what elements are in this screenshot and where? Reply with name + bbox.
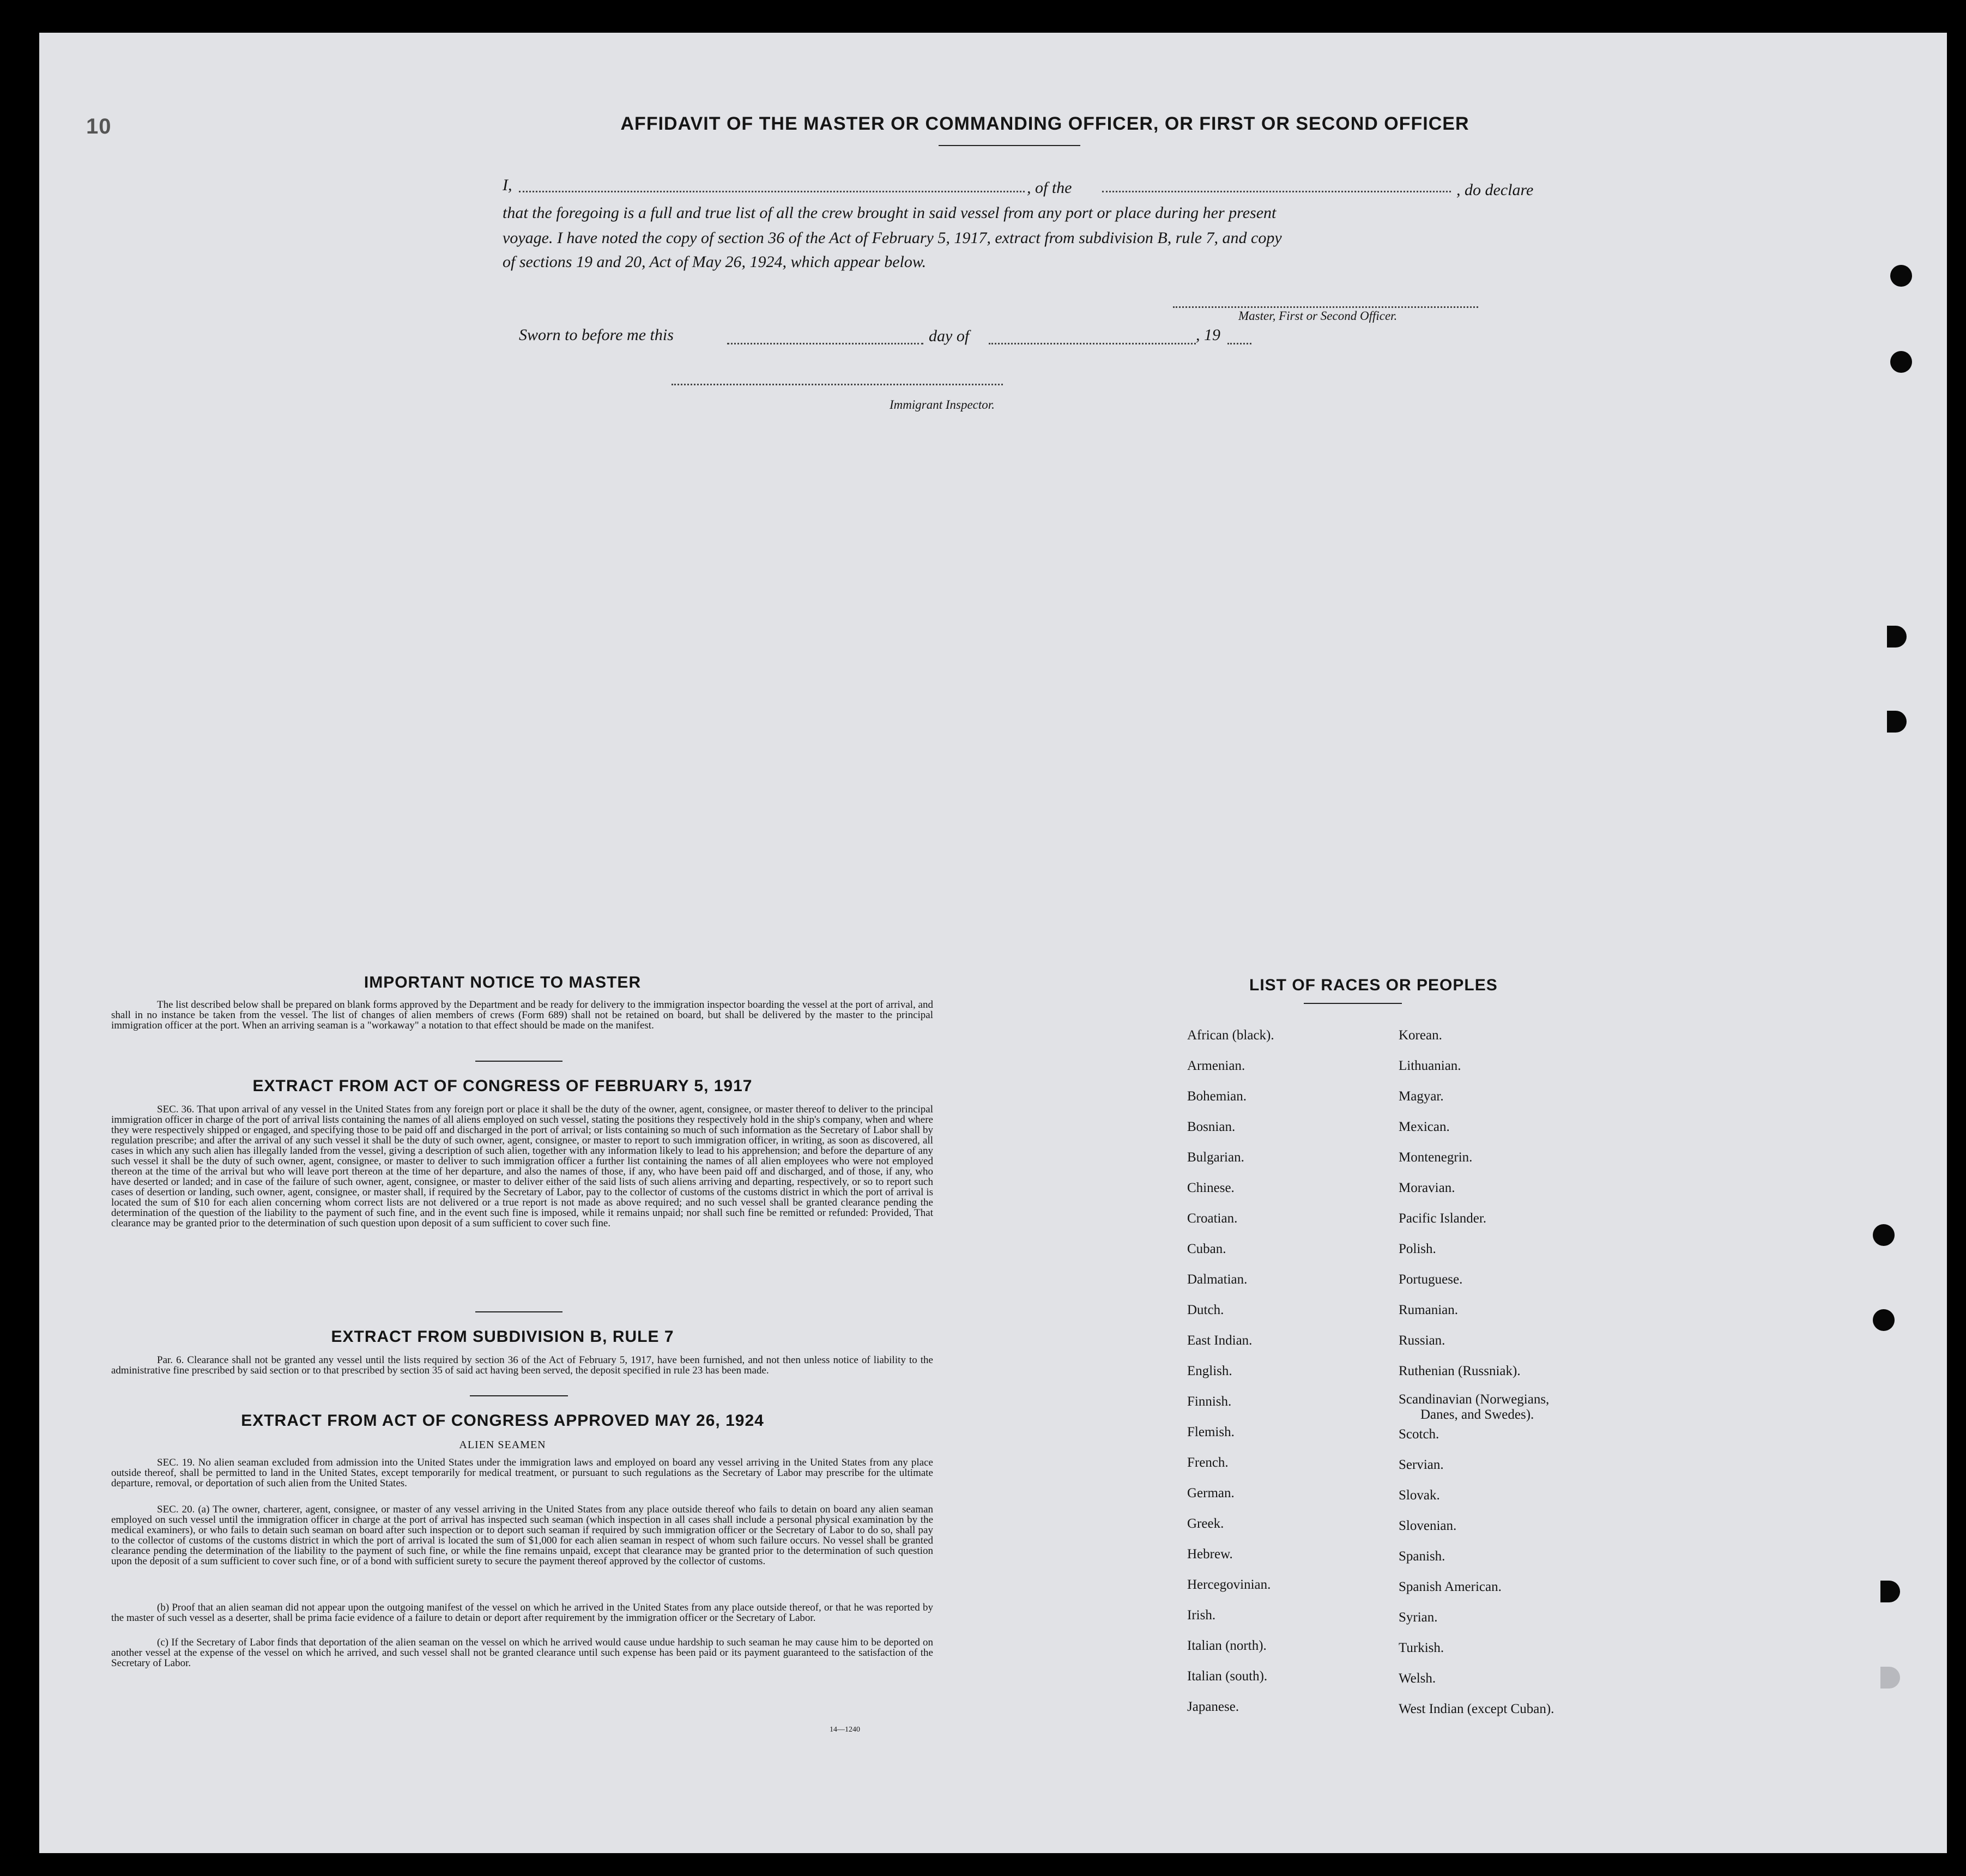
race-item: Bosnian. bbox=[1187, 1119, 1236, 1134]
extract-rule7-title: EXTRACT FROM SUBDIVISION B, RULE 7 bbox=[331, 1328, 674, 1346]
race-item: Magyar. bbox=[1399, 1089, 1444, 1104]
title-divider bbox=[939, 145, 1080, 146]
punch-hole bbox=[1873, 1309, 1895, 1331]
race-item: Moravian. bbox=[1399, 1181, 1455, 1195]
race-item: Scandinavian (Norwegians, bbox=[1399, 1392, 1550, 1407]
race-item: Ruthenian (Russniak). bbox=[1399, 1364, 1521, 1378]
sworn-month-field[interactable] bbox=[989, 343, 1196, 344]
sworn-text: Sworn to before me this bbox=[519, 326, 674, 344]
race-item: Finnish. bbox=[1187, 1394, 1232, 1409]
inspector-signature-field[interactable] bbox=[672, 384, 1003, 385]
race-item: Hebrew. bbox=[1187, 1547, 1233, 1562]
form-number: 14—1240 bbox=[830, 1726, 860, 1734]
affidavit-title: AFFIDAVIT OF THE MASTER OR COMMANDING OFFICER, OR FIRST OR SECOND OFFICER bbox=[620, 113, 1469, 134]
race-item: Welsh. bbox=[1399, 1671, 1436, 1686]
race-item: Dutch. bbox=[1187, 1303, 1224, 1317]
extract-1924-sec19: SEC. 19. No alien seaman excluded from admission into the United States under the immigration laws and employed on board any vessel arriving in the United States from any place outside thereof, shall be permitted to land in the United States, except temporarily for medical treatment, or pursuant to such regulations as the Secretary of Labor may prescribe for the ultimate departure, removal, or deportation of such alien from the United States. bbox=[111, 1457, 933, 1489]
extract-1924-sec20c: (c) If the Secretary of Labor finds that deportation of the alien seaman on the vessel on which he arrived would cause undue hardship to such seaman he may cause him to be deported on another vessel at the expense of the vessel on which he arrived, and such vessel shall not be granted clearance until such expense has been paid or its payment guaranteed to the satisfaction of the Secretary of Labor. bbox=[111, 1637, 933, 1669]
master-name-field[interactable] bbox=[519, 191, 1025, 192]
affidavit-declare: , do declare bbox=[1456, 181, 1534, 199]
race-item: Russian. bbox=[1399, 1333, 1445, 1348]
race-item: East Indian. bbox=[1187, 1333, 1253, 1348]
race-item: Italian (north). bbox=[1187, 1638, 1267, 1653]
extract-1917-body: SEC. 36. That upon arrival of any vessel in the United States from any foreign port or place it shall be the duty of the owner, agent, consignee, or master thereof to deliver to the principal immigration officer in charge of the port of arrival lists containing the names of all aliens employed on such vessel, stating the positions they respectively hold in the ship's company, when and where they were respectively shipped or engaged, and specifying those to be paid off and discharged in the port of arrival; or lists containing so much of such information as the Secretary of Labor shall by regulation prescribe; and after the arrival of any such vessel it shall be the duty of such owner, agent, consignee, or master to report to such immigration officer, in writing, as soon as discovered, all cases in which any such alien has illegally landed from the vessel, giving a description of such alien, together with any information likely to lead to his apprehension; and before the departure of any such vessel it shall be the duty of such owner, agent, consignee, or master to deliver to such immigration officer a further list containing the names of all alien employees who were not employed thereon at the time of the arrival but who will leave port thereon at the time of her departure, and also the names of those, if any, who have been paid off and discharged, and of those, if any, who have deserted or landed; and in case of the failure of such owner, agent, consignee, or master to deliver either of the said lists of such aliens arriving and departing, respectively, or so to report such cases of desertion or landing, such owner, agent, consignee, or master shall, if required by the Secretary of Labor, pay to the collector of customs of the customs district in which the port of arrival is located the sum of $10 for each alien concerning whom correct lists are not delivered or a true report is not made as above required; and no such vessel shall be granted clearance pending the determination of the question of the liability to the payment of such fine, and in the event such fine is imposed, while it remains unpaid; nor shall such fine be remitted or refunded: Provided, That clearance may be granted prior to the determination of such question upon deposit of a sum sufficient to cover such fine. bbox=[111, 1104, 933, 1229]
race-item: Hercegovinian. bbox=[1187, 1577, 1271, 1592]
race-item: Greek. bbox=[1187, 1516, 1224, 1531]
race-item: Scotch. bbox=[1399, 1427, 1439, 1442]
divider-1 bbox=[475, 1061, 562, 1062]
race-item: Montenegrin. bbox=[1399, 1150, 1473, 1165]
divider-3 bbox=[470, 1395, 568, 1396]
race-item: Italian (south). bbox=[1187, 1669, 1268, 1684]
race-item: French. bbox=[1187, 1455, 1229, 1470]
sworn-day-field[interactable] bbox=[727, 343, 923, 344]
race-item: English. bbox=[1187, 1364, 1232, 1378]
races-divider bbox=[1304, 1003, 1402, 1004]
race-item: Spanish American. bbox=[1399, 1580, 1502, 1594]
punch-hole bbox=[1890, 351, 1912, 373]
race-item: West Indian (except Cuban). bbox=[1399, 1702, 1554, 1716]
punch-hole bbox=[1890, 265, 1912, 287]
race-item: Flemish. bbox=[1187, 1425, 1235, 1439]
extract-1924-sec20b: (b) Proof that an alien seaman did not appear upon the outgoing manifest of the vessel on which he arrived in the United States from any place outside thereof, or that he was reported by the master of such vessel as a deserter, shall be prima facie evidence of a failure to detain or deport after requirement by the immigration officer or the Secretary of Labor. bbox=[111, 1602, 933, 1624]
race-item: German. bbox=[1187, 1486, 1235, 1500]
race-item: Croatian. bbox=[1187, 1211, 1238, 1226]
race-item: Japanese. bbox=[1187, 1699, 1239, 1714]
race-item: Portuguese. bbox=[1399, 1272, 1463, 1287]
races-title: LIST OF RACES OR PEOPLES bbox=[1249, 976, 1498, 994]
year-prefix: , 19 bbox=[1196, 326, 1220, 344]
form-sheet bbox=[39, 33, 1947, 1853]
page-number-mark: 10 bbox=[86, 114, 112, 138]
race-item: Chinese. bbox=[1187, 1181, 1235, 1195]
master-signature-field[interactable] bbox=[1173, 306, 1478, 308]
race-item: Rumanian. bbox=[1399, 1303, 1459, 1317]
race-item: Cuban. bbox=[1187, 1242, 1226, 1256]
extract-rule7-body: Par. 6. Clearance shall not be granted any vessel until the lists required by section 36 of the Act of February 5, 1917, have been furnished, and not then unless notice of liability to the administrative fine prescribed by said section or to that prescribed by section 35 of said act having been served, the deposit specified in rule 23 has been made. bbox=[111, 1354, 933, 1376]
inspector-label: Immigrant Inspector. bbox=[890, 398, 995, 411]
sworn-year-field[interactable] bbox=[1227, 343, 1251, 344]
master-signature-label: Master, First or Second Officer. bbox=[1238, 309, 1398, 323]
race-item: Pacific Islander. bbox=[1399, 1211, 1487, 1226]
notice-body: The list described below shall be prepared on blank forms approved by the Department and be ready for delivery to the immigration inspector boarding the vessel at the port of arrival, and shall in no instance be taken from the vessel. The list of changes of alien members of crews (Form 689) shall not be retained on board, but shall be delivered by the master to the principal immigration officer at the port. When an arriving seaman is a "workaway" a notation to that effect should be made on the manifest. bbox=[111, 999, 933, 1031]
race-item: Lithuanian. bbox=[1399, 1058, 1461, 1073]
day-of-text: day of bbox=[929, 327, 970, 345]
notice-title: IMPORTANT NOTICE TO MASTER bbox=[364, 973, 642, 991]
race-item: Armenian. bbox=[1187, 1058, 1245, 1073]
race-item: African (black). bbox=[1187, 1028, 1274, 1043]
punch-hole bbox=[1873, 1224, 1895, 1246]
race-item: Spanish. bbox=[1399, 1549, 1445, 1564]
extract-1924-title: EXTRACT FROM ACT OF CONGRESS APPROVED MAY 26, 1924 bbox=[241, 1412, 764, 1430]
race-item: Polish. bbox=[1399, 1242, 1436, 1256]
extract-1924-subtitle: ALIEN SEAMEN bbox=[459, 1439, 546, 1451]
race-item: Bohemian. bbox=[1187, 1089, 1247, 1104]
affidavit-line-3: voyage. I have noted the copy of section 36 of the Act of February 5, 1917, extract from subdivision B, rule 7, and copy bbox=[503, 229, 1282, 247]
race-item: Irish. bbox=[1187, 1608, 1216, 1623]
race-item: Slovak. bbox=[1399, 1488, 1440, 1503]
divider-2 bbox=[475, 1311, 562, 1312]
affidavit-line-4: of sections 19 and 20, Act of May 26, 1924, which appear below. bbox=[503, 253, 927, 271]
affidavit-i: I, bbox=[503, 176, 512, 194]
race-item-continuation: Danes, and Swedes). bbox=[1420, 1407, 1534, 1422]
extract-1924-sec20a: SEC. 20. (a) The owner, charterer, agent, consignee, or master of any vessel arriving in the United States from any place outside thereof who fails to detain on board any alien seaman employed on such vessel until the immigration officer in charge at the port of arrival has inspected such seaman (which inspection in all cases shall include a personal physical examination by the medical examiners), or who fails to detain such seaman on board after such inspection or to deport such seaman if required by such immigration officer or the Secretary of Labor to do so, shall pay to the collector of customs of the customs district in which the port of arrival is located the sum of $1,000 for each alien seaman in respect of whom such failure occurs. No vessel shall be granted clearance pending the determination of the liability to the payment of such fine, or while the fine remains unpaid, except that clearance may be granted prior to the determination of such question upon the deposit of a sum sufficient to cover such fine, or of a bond with sufficient surety to secure the payment thereof approved by the collector of customs. bbox=[111, 1504, 933, 1567]
race-item: Servian. bbox=[1399, 1457, 1444, 1472]
vessel-name-field[interactable] bbox=[1102, 191, 1451, 192]
race-item: Bulgarian. bbox=[1187, 1150, 1244, 1165]
race-item: Korean. bbox=[1399, 1028, 1442, 1043]
affidavit-of-the: , of the bbox=[1027, 179, 1072, 197]
race-item: Turkish. bbox=[1399, 1641, 1444, 1655]
affidavit-line-2: that the foregoing is a full and true list of all the crew brought in said vessel from any port or place during her present bbox=[503, 204, 1277, 222]
extract-1917-title: EXTRACT FROM ACT OF CONGRESS OF FEBRUARY 5, 1917 bbox=[252, 1077, 753, 1095]
race-item: Slovenian. bbox=[1399, 1518, 1457, 1533]
race-item: Dalmatian. bbox=[1187, 1272, 1248, 1287]
race-item: Syrian. bbox=[1399, 1610, 1438, 1625]
race-item: Mexican. bbox=[1399, 1119, 1450, 1134]
